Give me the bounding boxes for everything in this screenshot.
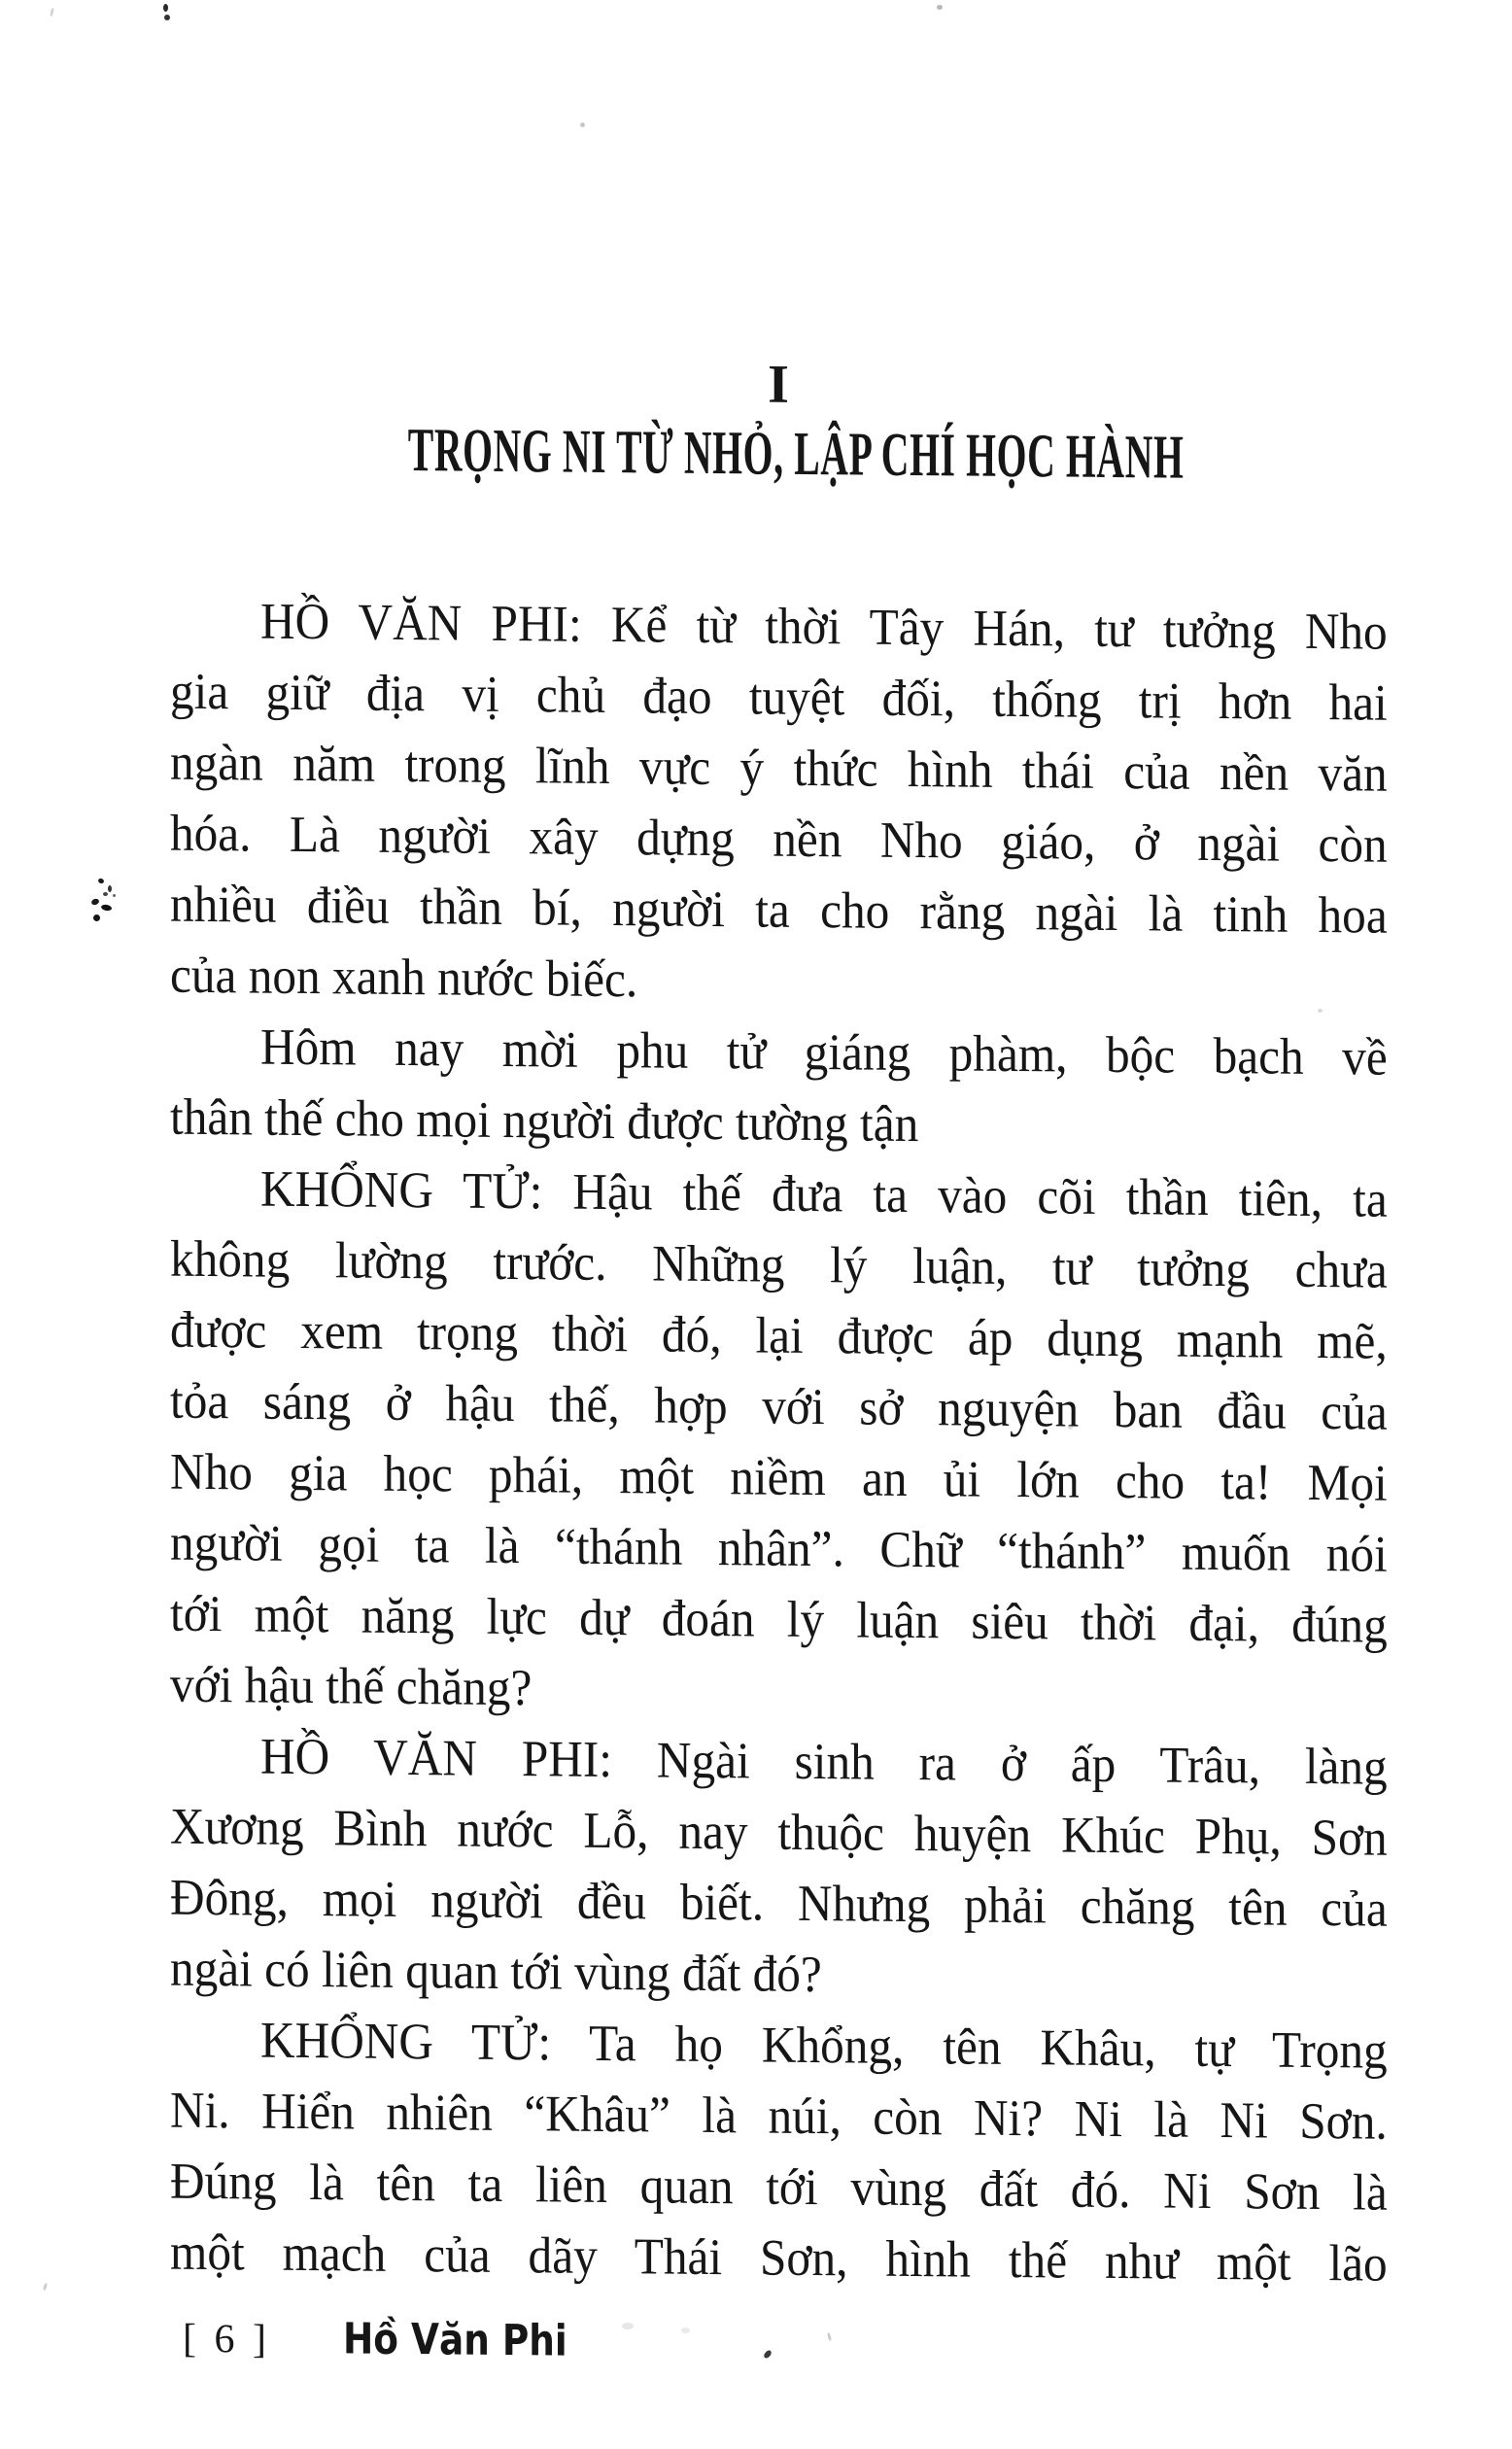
text-line: một mạch của dãy Thái Sơn, hình thế như một lão	[170, 2224, 1388, 2293]
text-line: tới một năng lực dự đoán lý luận siêu thời đại, đúng	[170, 1585, 1388, 1654]
text-line: ngài có liên quan tới vùng đất đó?	[170, 1940, 822, 2004]
page-number: [ 6 ]	[183, 2316, 270, 2363]
text-line: được xem trọng thời đó, lại được áp dụng mạnh mẽ,	[170, 1301, 1388, 1370]
text-line: thân thế cho mọi người được tường tận	[170, 1088, 919, 1154]
scan-speck	[163, 4, 168, 12]
text-line: gia giữ địa vị chủ đạo tuyệt đối, thống trị hơn hai	[170, 663, 1388, 732]
text-line: Nho gia học phái, một niềm an ủi lớn cho ta! Mọi	[170, 1443, 1388, 1512]
text-line: Xương Bình nước Lỗ, nay thuộc huyện Khúc Phụ, Sơn	[170, 1798, 1388, 1867]
text-line: Đông, mọi người đều biết. Nhưng phải chăng tên của	[170, 1869, 1388, 1938]
text-line: ngàn năm trong lĩnh vực ý thức hình thái của nền văn	[170, 734, 1388, 803]
scan-speck	[580, 122, 585, 127]
scan-speck	[937, 5, 943, 10]
scan-speck	[681, 2328, 690, 2333]
text-line: của non xanh nước biếc.	[170, 947, 638, 1009]
ink-smudge	[89, 873, 120, 926]
text-line: Đúng là tên ta liên quan tới vùng đất đó. Ni Sơn là	[170, 2153, 1388, 2222]
text-line: KHỔNG TỬ: Hậu thế đưa ta vào cõi thần tiên, ta	[260, 1160, 1388, 1228]
running-title: Hồ Văn Phi	[343, 2314, 567, 2366]
text-line: HỒ VĂN PHI: Kể từ thời Tây Hán, tư tưởng Nho	[260, 593, 1388, 661]
chapter-title-text: TRỌNG NI TỪ NHỎ, LẬP CHÍ HỌC HÀNH	[407, 415, 1185, 492]
body-text	[170, 586, 1388, 2300]
scan-speck	[1068, 1425, 1073, 1430]
page-footer	[0, 2309, 1512, 2392]
chapter-number: I	[768, 354, 790, 415]
scan-speck	[622, 2323, 634, 2329]
text-line: Ni. Hiển nhiên “Khâu” là núi, còn Ni? Ni là Ni Sơn.	[170, 2082, 1388, 2151]
scan-speck	[1318, 1009, 1323, 1013]
text-line: HỒ VĂN PHI: Ngài sinh ra ở ấp Trâu, làng	[260, 1728, 1388, 1796]
text-line: hóa. Là người xây dựng nền Nho giáo, ở ngài còn	[170, 805, 1388, 874]
text-line: không lường trước. Những lý luận, tư tưởng chưa	[170, 1230, 1388, 1299]
text-line: tỏa sáng ở hậu thế, hợp với sở nguyện ban đầu của	[170, 1372, 1388, 1441]
chapter-title	[170, 416, 1388, 492]
text-line: với hậu thế chăng?	[170, 1656, 533, 1717]
scan-speck	[164, 15, 170, 20]
text-line: KHỔNG TỬ: Ta họ Khổng, tên Khâu, tự Trọng	[260, 2012, 1388, 2080]
text-line: nhiều điều thần bí, người ta cho rằng ngài là tinh hoa	[170, 876, 1388, 945]
text-line: người gọi ta là “thánh nhân”. Chữ “thánh” muốn nói	[170, 1514, 1388, 1583]
text-line: Hôm nay mời phu tử giáng phàm, bộc bạch về	[260, 1018, 1388, 1087]
